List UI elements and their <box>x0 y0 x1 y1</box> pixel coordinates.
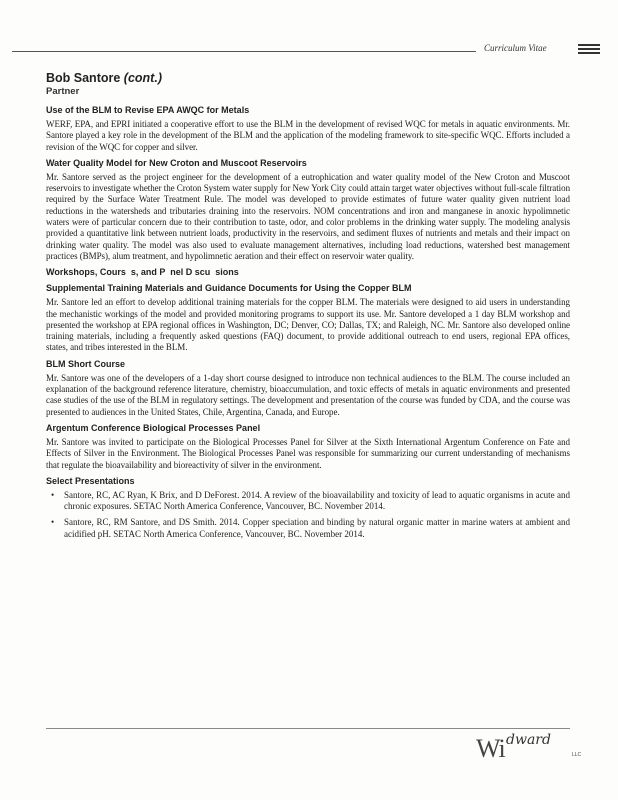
header-lines-icon <box>578 44 600 56</box>
person-role: Partner <box>46 86 80 97</box>
section-heading-short-course: BLM Short Course <box>46 358 126 369</box>
logo-suffix: LLC <box>572 752 582 758</box>
running-title: Curriculum Vitae <box>484 43 547 53</box>
company-logo <box>476 734 596 778</box>
logo-text: Wi <box>476 734 505 763</box>
list-item: • Santore, RC, AC Ryan, K Brix, and D DeForest. 2014. A review of the bioavailability and toxicity of lead to aquatic organisms in acute and chronic exposures. SETAC North America Conference, Vancouver, BC. November 2014. <box>46 490 570 513</box>
section-body-awqc: WERF, EPA, and EPRI initiated a cooperative effort to use the BLM in the development of revised WQC for metals in aquatic environments. Mr. Santore played a key role in the development of the BLM and the application of the modeling framework to site-specific WQC. Efforts included a revision of the WQC for copper and silver. <box>46 119 570 152</box>
list-item: • Santore, RC, RM Santore, and DS Smith. 2014. Copper speciation and binding by natural organic matter in marine waters at ambient and acidified pH. SETAC North America Conference, Vancouver, BC. November 2014. <box>46 517 570 540</box>
presentations-list <box>46 490 570 540</box>
logo-script: dward <box>506 732 551 748</box>
header-rule <box>12 51 476 52</box>
section-body-supplemental: Mr. Santore led an effort to develop additional training materials for the copper BLM. The materials were designed to aid users in understanding the mechanistic workings of the model and provided monitoring programs to support its use. Mr. Santore developed a 1 day BLM workshop and presented the workshop at EPA regional offices in Washington, DC; Denver, CO; Dallas, TX; and Raleigh, NC. Mr. Santore also developed online training materials, including a frequently asked questions (FAQ) document, to provide additional outreach to end users, regional EPA offices, states, and tribes interested in the BLM. <box>46 297 570 353</box>
section-body-croton: Mr. Santore served as the project engineer for the development of a eutrophication and water quality model of the New Croton and Muscoot reservoirs to investigate whether the Croton System water supply for New York City could attain target water objectives without full-scale filtration required by the Surface Water Treatment Rule. The model was developed to provide estimates of future water quality given nutrient load reductions in the watersheds and tributaries draining into the reservoirs. NOM concentrations and iron and manganese in anoxic hypolimnetic waters were of particular concern due to their contribution to taste, odor, and color problems in the drinking water supply. The modeling analysis provided a quantitative link between nutrient loads, productivity in the reservoirs, and sediment fluxes of nutrients and metals and their impact on drinking water quality. The model was also used to evaluate management alternatives, including load reductions, watershed best management practices (BMPs), alum treatment, and hypolimnetic aeration and their effect on reservoir water quality. <box>46 171 571 261</box>
section-heading-supplemental: Supplemental Training Materials and Guidance Documents for Using the Copper BLM <box>46 283 412 294</box>
section-heading-presentations: Select Presentations <box>46 475 135 486</box>
footer-rule <box>46 728 570 729</box>
section-heading-croton: Water Quality Model for New Croton and Muscoot Reservoirs <box>46 157 307 168</box>
name-suffix: (cont.) <box>123 71 162 85</box>
section-heading-awqc: Use of the BLM to Revise EPA AWQC for Metals <box>46 105 250 115</box>
section-heading-argentum: Argentum Conference Biological Processes Panel <box>46 422 261 433</box>
person-name-text: Bob Santore <box>46 71 121 85</box>
section-body-argentum: Mr. Santore was invited to participate on the Biological Processes Panel for Silver at the Sixth International Argentum Conference on Fate and Effects of Silver in the Environment. The Biological Processes Panel was responsible for summarizing our current understanding of mechanisms that regulate the bioavailability and bioreactivity of silver in the environment. <box>46 436 570 470</box>
workshops-heading: Workshops, Cours s, and P nel D scu sions <box>46 267 239 278</box>
main-content <box>46 71 570 545</box>
person-name <box>46 71 570 85</box>
section-body-short-course: Mr. Santore was one of the developers of a 1-day short course designed to introduce non technical audiences to the BLM. The course included an explanation of the background reference literature, chemistry, bioaccumulation, and toxic effects of metals in aquatic environments and presented case studies of the use of the BLM in regulatory settings. The development and presentation of the course was funded by CDA, and the course was presented to audiences in the United States, Chile, Argentina, Canada, and Europe. <box>46 372 570 417</box>
